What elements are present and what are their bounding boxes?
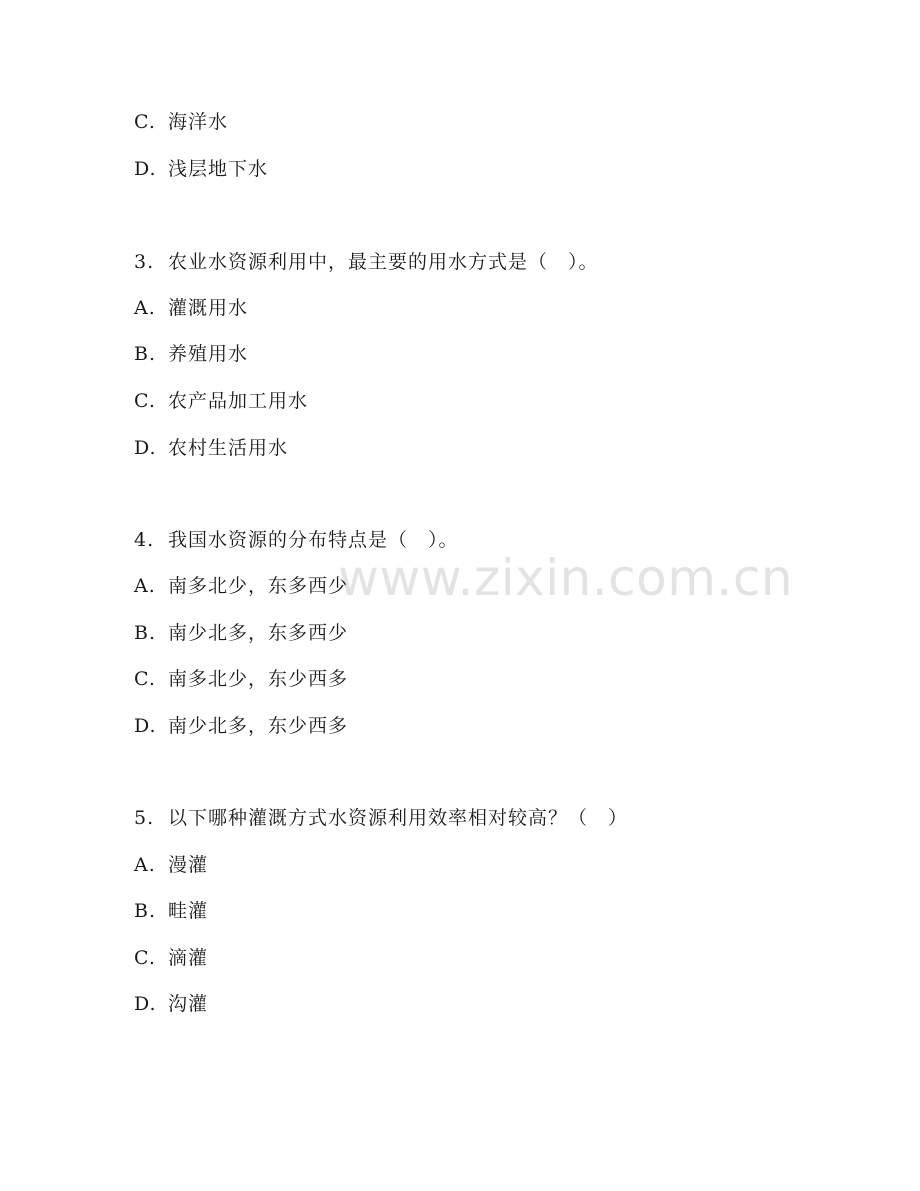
option-label: C. xyxy=(134,111,156,133)
option-q5-d xyxy=(134,992,208,1016)
option-label: A. xyxy=(134,575,156,597)
question-4-stem xyxy=(134,528,459,552)
option-q4-b xyxy=(134,621,348,645)
option-label: D. xyxy=(134,158,157,180)
option-q4-d xyxy=(134,714,348,738)
option-text: 浅层地下水 xyxy=(168,158,269,180)
option-label: D. xyxy=(134,993,157,1015)
option-label: A. xyxy=(134,297,156,319)
option-label: A. xyxy=(134,854,156,876)
option-label: B. xyxy=(134,622,157,644)
option-label: C. xyxy=(134,668,156,690)
option-label: B. xyxy=(134,343,157,365)
option-text: 农村生活用水 xyxy=(168,437,289,459)
option-text: 沟灌 xyxy=(168,993,209,1015)
question-text: 我国水资源的分布特点是（ ）。 xyxy=(168,529,459,551)
option-q3-a xyxy=(134,296,248,320)
option-q4-c xyxy=(134,667,348,691)
option-label: D. xyxy=(134,437,157,459)
question-number: 5. xyxy=(134,807,155,829)
option-q3-c xyxy=(134,389,308,413)
option-text: 漫灌 xyxy=(168,854,209,876)
option-q4-a xyxy=(134,574,348,598)
option-text: 南多北少，东多西少 xyxy=(168,575,349,597)
option-text: 海洋水 xyxy=(168,111,229,133)
question-5-stem xyxy=(134,806,628,830)
option-q2-d xyxy=(134,157,268,181)
option-q5-c xyxy=(134,946,208,970)
option-text: 南少北多，东多西少 xyxy=(168,622,349,644)
option-label: C. xyxy=(134,390,156,412)
option-text: 滴灌 xyxy=(168,947,209,969)
option-text: 农产品加工用水 xyxy=(168,390,309,412)
question-number: 3. xyxy=(134,251,155,273)
option-text: 南少北多，东少西多 xyxy=(168,715,349,737)
option-text: 养殖用水 xyxy=(168,343,249,365)
option-text: 畦灌 xyxy=(168,900,209,922)
question-text: 以下哪种灌溉方式水资源利用效率相对较高？（ ） xyxy=(168,807,629,829)
question-number: 4. xyxy=(134,529,155,551)
option-q2-c xyxy=(134,110,228,134)
watermark: www.zixin.com.cn xyxy=(338,549,794,607)
option-text: 南多北少，东少西多 xyxy=(168,668,349,690)
option-label: B. xyxy=(134,900,157,922)
question-text: 农业水资源利用中，最主要的用水方式是（ ）。 xyxy=(168,251,599,273)
option-q3-d xyxy=(134,436,288,460)
option-text: 灌溉用水 xyxy=(168,297,249,319)
option-q5-a xyxy=(134,853,208,877)
option-q5-b xyxy=(134,899,208,923)
question-3-stem xyxy=(134,250,599,274)
option-label: C. xyxy=(134,947,156,969)
option-q3-b xyxy=(134,342,248,366)
option-label: D. xyxy=(134,715,157,737)
